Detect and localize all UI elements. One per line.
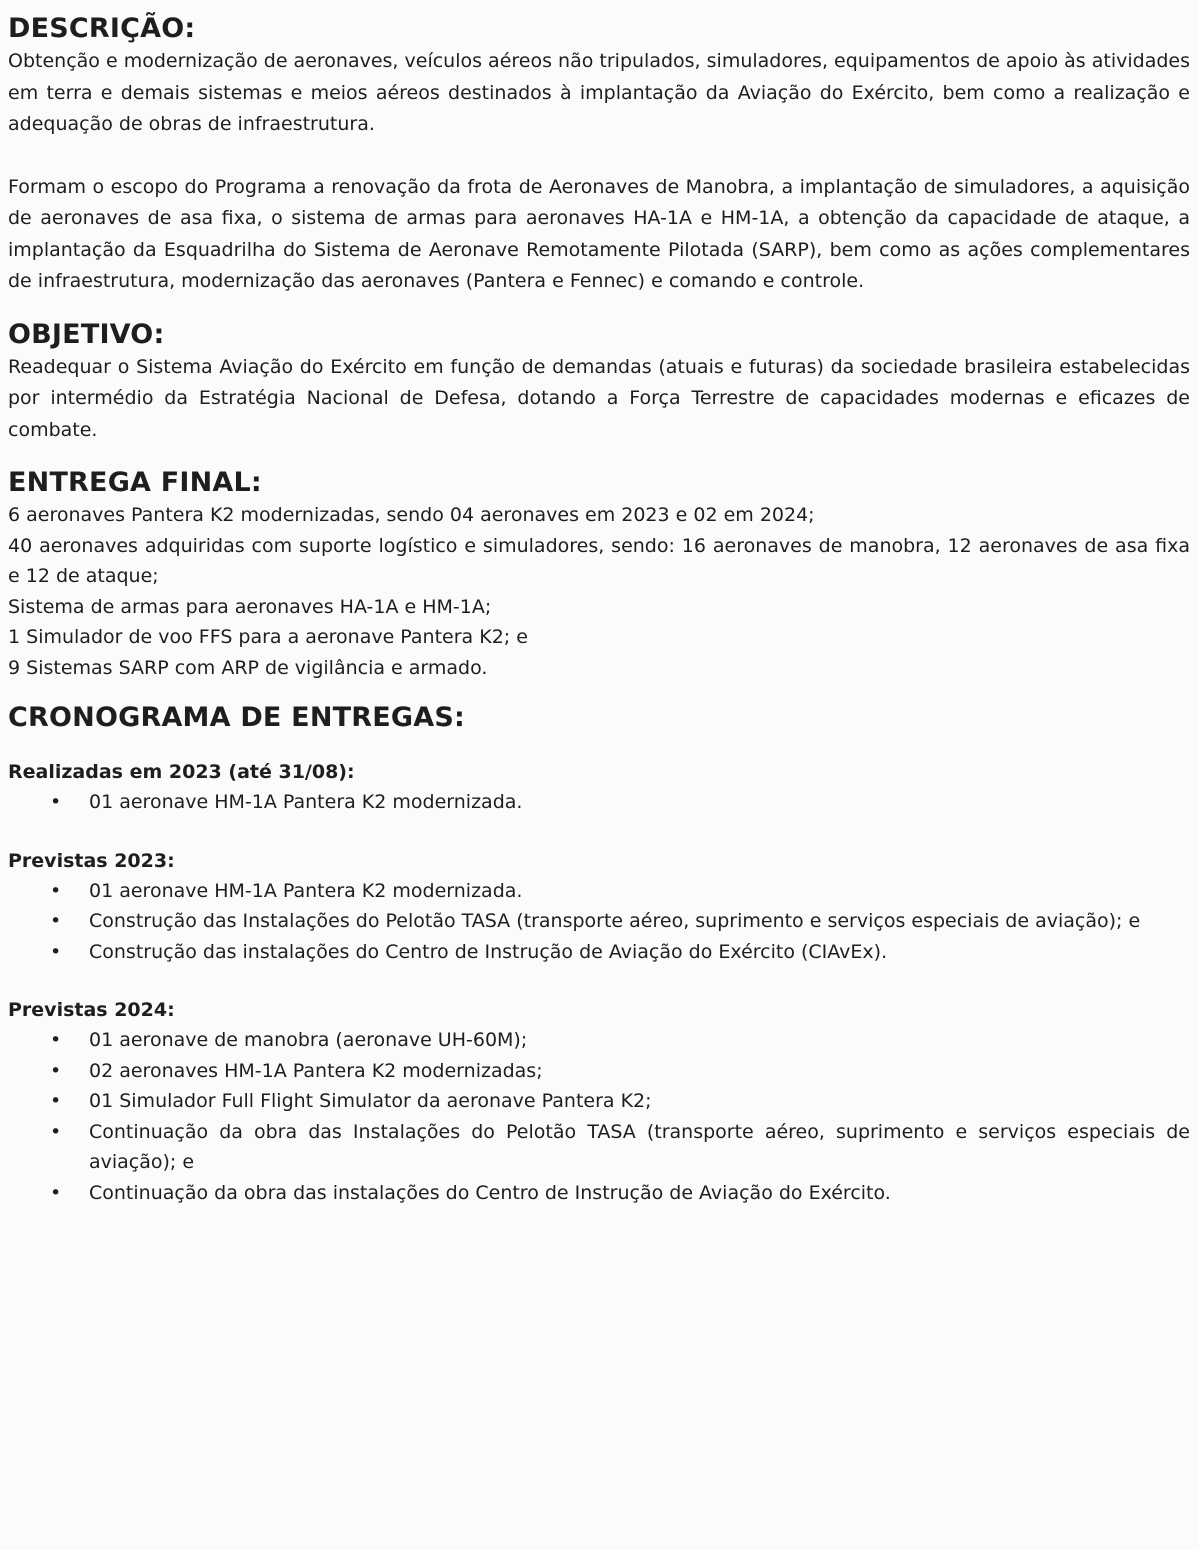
list-item xyxy=(8,1117,1190,1178)
bullet-icon: • xyxy=(50,1090,62,1112)
section-title-entrega-final: ENTREGA FINAL: xyxy=(8,467,262,498)
section-title-objetivo: OBJETIVO: xyxy=(8,318,165,350)
list-item-text: Continuação da obra das Instalações do Pelotão TASA (transporte aéreo, suprimento e serviços especiais de aviação); e xyxy=(89,1120,1190,1173)
list-item xyxy=(8,906,1190,937)
list-item-text: 01 aeronave de manobra (aeronave UH-60M); xyxy=(89,1029,528,1051)
list-item-text: Construção das instalações do Centro de Instrução de Aviação do Exército (CIAvEx). xyxy=(89,940,888,963)
cronograma-group-realizadas-2023 xyxy=(8,757,1190,818)
bullet-icon: • xyxy=(50,1181,62,1204)
section-title-descricao: DESCRIÇÃO: xyxy=(8,13,196,44)
list-item-text: Continuação da obra das instalações do Centro de Instrução de Aviação do Exército. xyxy=(89,1181,891,1204)
bullet-list xyxy=(8,876,1190,968)
list-item-text: 01 aeronave HM-1A Pantera K2 modernizada. xyxy=(89,791,523,813)
section-entrega-final xyxy=(8,466,1190,683)
entrega-line: 9 Sistemas SARP com ARP de vigilância e armado. xyxy=(8,656,488,679)
bullet-icon: • xyxy=(50,879,62,902)
list-item-text: 01 aeronave HM-1A Pantera K2 modernizada. xyxy=(89,879,523,902)
list-item-text: 02 aeronaves HM-1A Pantera K2 modernizadas; xyxy=(89,1059,543,1082)
descricao-paragraph-2: Formam o escopo do Programa a renovação da frota de Aeronaves de Manobra, a implantação de simuladores, a aquisição de aeronaves de asa fixa, o sistema de armas para aeronaves HA-1A e HM-1A, a obtenção da capacidade de ataque, a implantação da Esquadrilha do Sistema de Aeronave Remotamente Pilotada (SARP), bem como as ações complementares de infraestrutura, modernização das aeronaves (Pantera e Fennec) e comando e controle. xyxy=(8,175,1190,292)
bullet-icon: • xyxy=(50,910,62,932)
document-page xyxy=(8,12,1190,1208)
bullet-list xyxy=(8,1025,1190,1208)
cronograma-group-previstas-2023 xyxy=(8,846,1190,968)
section-objetivo xyxy=(8,318,1190,447)
list-item xyxy=(8,937,1190,968)
bullet-icon: • xyxy=(50,1120,62,1143)
section-title-cronograma: CRONOGRAMA DE ENTREGAS: xyxy=(8,702,465,733)
list-item xyxy=(8,1178,1190,1209)
section-descricao xyxy=(8,12,1190,298)
entrega-line: 1 Simulador de voo FFS para a aeronave Pantera K2; e xyxy=(8,626,528,648)
bullet-icon: • xyxy=(50,1029,62,1051)
bullet-icon: • xyxy=(50,791,62,813)
entrega-line: 6 aeronaves Pantera K2 modernizadas, sendo 04 aeronaves em 2023 e 02 em 2024; xyxy=(8,504,815,526)
list-item-text: 01 Simulador Full Flight Simulator da aeronave Pantera K2; xyxy=(89,1090,652,1112)
list-item xyxy=(8,1025,1190,1056)
group-heading: Previstas 2023: xyxy=(8,849,175,872)
list-item-text: Construção das Instalações do Pelotão TASA (transporte aéreo, suprimento e serviços especiais de aviação); e xyxy=(89,910,1141,932)
cronograma-group-previstas-2024 xyxy=(8,995,1190,1208)
bullet-icon: • xyxy=(50,1059,62,1082)
list-item xyxy=(8,1056,1190,1087)
descricao-paragraph-1: Obtenção e modernização de aeronaves, veículos aéreos não tripulados, simuladores, equipamentos de apoio às atividades em terra e demais sistemas e meios aéreos destinados à implantação da Aviação do Exército, bem como a realização e adequação de obras de infraestrutura. xyxy=(8,50,1190,135)
entrega-line: 40 aeronaves adquiridas com suporte logístico e simuladores, sendo: 16 aeronaves de manobra, 12 aeronaves de asa fixa e 12 de ataque; xyxy=(8,534,1190,587)
bullet-list xyxy=(8,787,1190,818)
objetivo-paragraph: Readequar o Sistema Aviação do Exército em função de demandas (atuais e futuras) da sociedade brasileira estabelecidas por intermédio da Estratégia Nacional de Defesa, dotando a Força Terrestre de capacidades modernas e eficazes de combate. xyxy=(8,355,1190,441)
list-item xyxy=(8,1086,1190,1117)
entrega-line: Sistema de armas para aeronaves HA-1A e HM-1A; xyxy=(8,595,492,618)
group-heading: Previstas 2024: xyxy=(8,999,175,1021)
group-heading: Realizadas em 2023 (até 31/08): xyxy=(8,761,355,783)
bullet-icon: • xyxy=(50,940,62,963)
section-cronograma xyxy=(8,701,1190,1208)
list-item xyxy=(8,876,1190,907)
list-item xyxy=(8,787,1190,818)
